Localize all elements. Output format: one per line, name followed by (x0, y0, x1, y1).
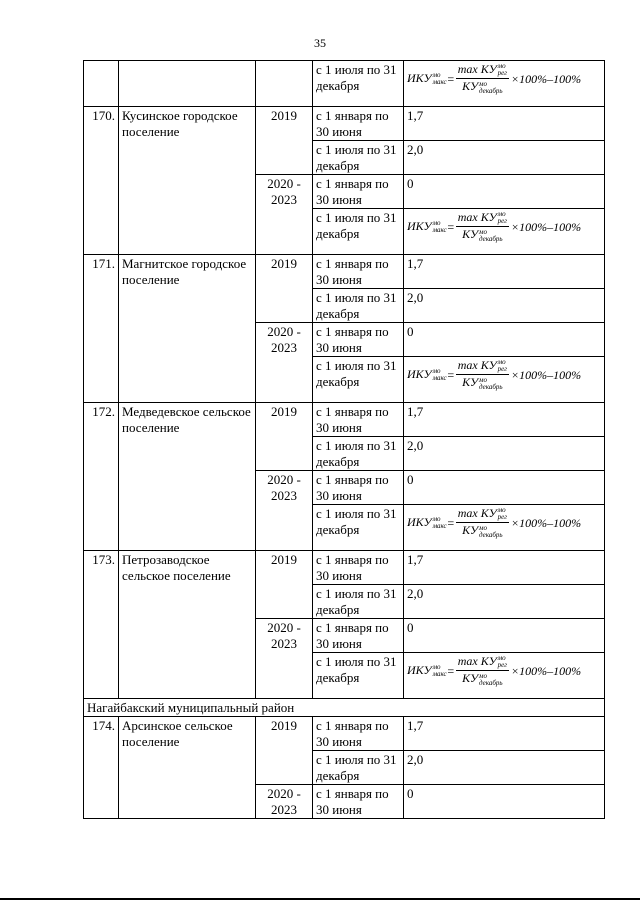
formula: ИКУ мо макс = max КУ мо рег КУ мо декабрь ×100%–100% (407, 62, 582, 95)
period: с 1 января по 30 июня (313, 471, 404, 505)
formula-cell (404, 357, 605, 403)
value: 0 (404, 619, 605, 653)
formula-cell (404, 209, 605, 255)
year: 2019 (256, 717, 313, 785)
formula-cell (404, 61, 605, 107)
value: 0 (404, 471, 605, 505)
formula: ИКУ мо макс = max КУ мо рег КУ мо декабрь ×100%–100% (407, 358, 582, 391)
table-row (84, 717, 605, 751)
municipality-name: Медведевское сельское поселение (119, 403, 256, 551)
period: с 1 июля по 31 декабря (313, 141, 404, 175)
period: с 1 июля по 31 декабря (313, 505, 404, 551)
period: с 1 июля по 31 декабря (313, 289, 404, 323)
district-row (84, 699, 605, 717)
table-row (84, 107, 605, 141)
row-number: 174. (84, 717, 119, 819)
formula: ИКУ мо макс = max КУ мо рег КУ мо декабрь ×100%–100% (407, 506, 582, 539)
value: 2,0 (404, 437, 605, 471)
year-range: 2020 - 2023 (256, 323, 313, 403)
empty-cell (119, 61, 256, 107)
year: 2019 (256, 107, 313, 175)
period: с 1 июля по 31 декабря (313, 751, 404, 785)
formula-cell (404, 653, 605, 699)
empty-cell (256, 61, 313, 107)
value: 0 (404, 175, 605, 209)
row-number: 170. (84, 107, 119, 255)
period: с 1 июля по 31 декабря (313, 585, 404, 619)
period: с 1 января по 30 июня (313, 785, 404, 819)
period: с 1 января по 30 июня (313, 175, 404, 209)
year-range: 2020 - 2023 (256, 619, 313, 699)
bottom-rule (0, 898, 640, 900)
table-row (84, 255, 605, 289)
year-range: 2020 - 2023 (256, 785, 313, 819)
period: с 1 января по 30 июня (313, 717, 404, 751)
district-name: Нагайбакский муниципальный район (84, 699, 605, 717)
table-row (84, 551, 605, 585)
value: 2,0 (404, 751, 605, 785)
municipality-name: Петрозаводское сельское поселение (119, 551, 256, 699)
value: 1,7 (404, 403, 605, 437)
year: 2019 (256, 551, 313, 619)
formula: ИКУ мо макс = max КУ мо рег КУ мо декабрь ×100%–100% (407, 210, 582, 243)
formula: ИКУ мо макс = max КУ мо рег КУ мо декабрь ×100%–100% (407, 654, 582, 687)
period: с 1 июля по 31 декабря (313, 437, 404, 471)
period: с 1 января по 30 июня (313, 255, 404, 289)
value: 0 (404, 785, 605, 819)
row-number: 173. (84, 551, 119, 699)
period: с 1 января по 30 июня (313, 323, 404, 357)
row-number: 171. (84, 255, 119, 403)
tariff-table (83, 60, 605, 819)
period: с 1 июля по 31 декабря (313, 209, 404, 255)
formula-cell (404, 505, 605, 551)
period: с 1 января по 30 июня (313, 403, 404, 437)
row-number: 172. (84, 403, 119, 551)
period: с 1 июля по 31 декабря (313, 61, 404, 107)
municipality-name: Кусинское городское поселение (119, 107, 256, 255)
municipality-name: Магнитское городское поселение (119, 255, 256, 403)
value: 1,7 (404, 107, 605, 141)
value: 2,0 (404, 289, 605, 323)
year-range: 2020 - 2023 (256, 471, 313, 551)
formula-fraction: max КУ мо рег КУ мо декабрь (457, 210, 507, 243)
formula-fraction: max КУ мо рег КУ мо декабрь (457, 654, 507, 687)
municipality-name: Арсинское сельское поселение (119, 717, 256, 819)
formula-fraction: max КУ мо рег КУ мо декабрь (457, 62, 507, 95)
period: с 1 января по 30 июня (313, 107, 404, 141)
table-row (84, 61, 605, 107)
period: с 1 января по 30 июня (313, 551, 404, 585)
period: с 1 июля по 31 декабря (313, 653, 404, 699)
period: с 1 января по 30 июня (313, 619, 404, 653)
value: 1,7 (404, 255, 605, 289)
formula-fraction: max КУ мо рег КУ мо декабрь (457, 506, 507, 539)
year: 2019 (256, 255, 313, 323)
table-row (84, 403, 605, 437)
empty-cell (84, 61, 119, 107)
value: 1,7 (404, 717, 605, 751)
value: 2,0 (404, 141, 605, 175)
year-range: 2020 - 2023 (256, 175, 313, 255)
year: 2019 (256, 403, 313, 471)
value: 1,7 (404, 551, 605, 585)
value: 2,0 (404, 585, 605, 619)
page-number: 35 (314, 36, 326, 50)
value: 0 (404, 323, 605, 357)
formula-fraction: max КУ мо рег КУ мо декабрь (457, 358, 507, 391)
period: с 1 июля по 31 декабря (313, 357, 404, 403)
